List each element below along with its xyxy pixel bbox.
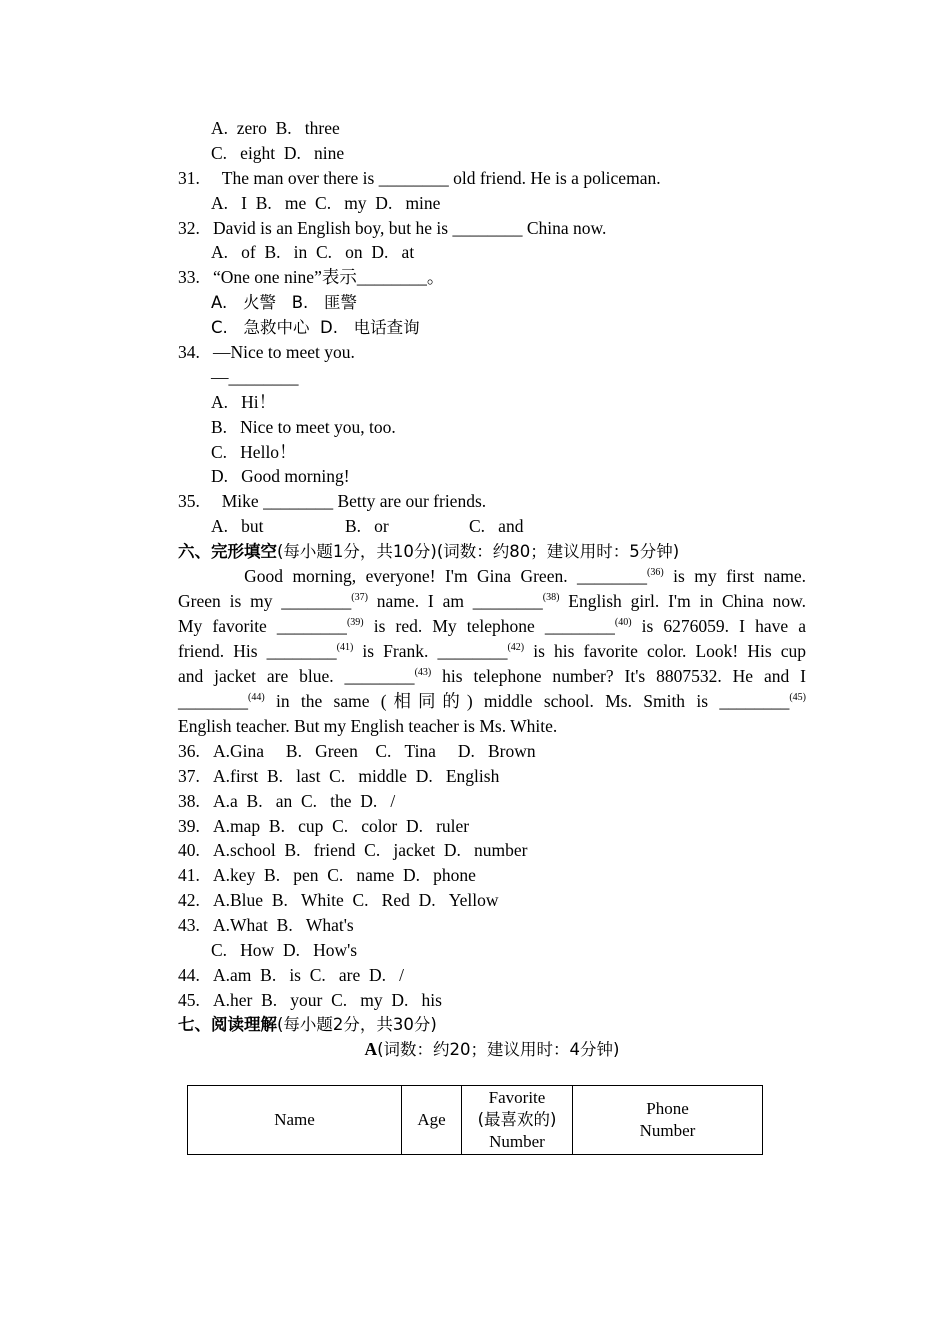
q34-option-d: D. Good morning!	[211, 466, 350, 486]
q35-options	[211, 514, 839, 539]
q34-option-b: B. Nice to meet you, too.	[211, 417, 396, 437]
q43-options-row2: C. How D. How's	[211, 940, 358, 960]
passage-line-4	[178, 639, 806, 664]
passage-text: My favorite ________	[178, 616, 347, 636]
question-41: 41. A.key B. pen C. name D. phone	[178, 865, 476, 885]
q35-option-b: B. or	[345, 516, 389, 536]
passage-text: name. I am ________	[367, 591, 543, 611]
question-31: 31. The man over there is ________ old friend. He is a policeman.	[178, 168, 661, 188]
question-38: 38. A.a B. an C. the D. /	[178, 791, 396, 811]
blank-number-39: (39)	[346, 617, 364, 628]
header-favorite-line1: Favorite	[488, 1088, 546, 1107]
passage-text: is 6276059. I have a	[631, 616, 806, 636]
section-7-title: 七、阅读理解	[178, 1015, 277, 1034]
question-42: 42. A.Blue B. White C. Red D. Yellow	[178, 890, 499, 910]
question-45: 45. A.her B. your C. my D. his	[178, 990, 442, 1010]
section-6-title: 六、完形填空	[178, 542, 277, 561]
passage-line-6	[178, 689, 806, 714]
q34-reply-blank: —________	[211, 367, 299, 387]
passage-text: and jacket are blue. ________	[178, 666, 415, 686]
header-favorite-line2: (最喜欢的)	[477, 1110, 557, 1129]
q35-option-c: C. and	[469, 516, 524, 536]
question-35: 35. Mike ________ Betty are our friends.	[178, 491, 487, 511]
q34-option-c: C. Hello！	[211, 442, 297, 462]
question-33: 33. “One one nine”表示________。	[178, 267, 445, 287]
passage-text: ________	[178, 691, 248, 711]
question-43: 43. A.What B. What's	[178, 915, 354, 935]
table-header-row	[188, 1086, 763, 1155]
passage-text: friend. His ________	[178, 641, 337, 661]
passage-text: is my first name.	[663, 566, 806, 586]
question-32: 32. David is an English boy, but he is ________ China now.	[178, 218, 607, 238]
section-7-note: (每小题2分，共30分)	[277, 1015, 437, 1034]
question-37: 37. A.first B. last C. middle D. English	[178, 766, 500, 786]
passage-text: Green is my ________	[178, 591, 352, 611]
passage-text: in the same (相同的) middle school. Ms. Smith is ________	[264, 691, 790, 711]
passage-line-5	[178, 664, 806, 689]
blank-number-45: (45)	[789, 692, 806, 703]
q32-options: A. of B. in C. on D. at	[211, 242, 415, 262]
section-7-heading	[178, 1012, 806, 1037]
passage-line-1	[178, 564, 806, 589]
passage-line-2	[178, 589, 806, 614]
passage-line-7: English teacher. But my English teacher is Ms. White.	[178, 716, 558, 736]
passage-line-3	[178, 614, 806, 639]
q30-options-row2: C. eight D. nine	[211, 143, 345, 163]
passage-text: his telephone number? It's 8807532. He and I	[431, 666, 806, 686]
passage-text: English girl. I'm in China now.	[559, 591, 806, 611]
question-34: 34. —Nice to meet you.	[178, 342, 355, 362]
blank-number-42: (42)	[507, 642, 525, 653]
q35-option-a: A. but	[211, 516, 264, 536]
question-36: 36. A.Gina B. Green C. Tina D. Brown	[178, 741, 536, 761]
q30-options-row1: A. zero B. three	[211, 118, 340, 138]
passage-text: is his favorite color. Look! His cup	[524, 641, 806, 661]
blank-number-44: (44)	[248, 692, 265, 703]
part-a-heading	[178, 1037, 806, 1062]
header-phone-line1: Phone	[646, 1099, 689, 1118]
passage-text: Good morning, everyone! I'm Gina Green. ________	[178, 566, 648, 586]
blank-number-37: (37)	[351, 592, 368, 603]
q31-options: A. I B. me C. my D. mine	[211, 193, 441, 213]
blank-number-36: (36)	[647, 567, 664, 578]
part-a-label: A	[364, 1039, 378, 1059]
question-39: 39. A.map B. cup C. color D. ruler	[178, 816, 470, 836]
q34-option-a: A. Hi！	[211, 392, 277, 412]
header-name: Name	[188, 1086, 402, 1155]
header-age: Age	[402, 1086, 462, 1155]
question-40: 40. A.school B. friend C. jacket D. number	[178, 840, 528, 860]
q33-options-row2: C. 急救中心 D. 电话查询	[211, 318, 420, 337]
blank-number-43: (43)	[414, 667, 432, 678]
question-44: 44. A.am B. is C. are D. /	[178, 965, 405, 985]
section-6-note: (每小题1分，共10分)(词数：约80；建议用时：5分钟)	[277, 542, 680, 561]
blank-number-38: (38)	[542, 592, 560, 603]
header-phone-number	[573, 1086, 763, 1155]
header-phone-line2: Number	[639, 1121, 696, 1140]
q33-options-row1: A. 火警 B. 匪警	[211, 293, 358, 312]
info-table	[187, 1085, 763, 1155]
passage-text: is Frank. ________	[353, 641, 508, 661]
part-a-note: (词数：约20；建议用时：4分钟)	[377, 1040, 620, 1059]
passage-text: is red. My telephone ________	[363, 616, 615, 636]
header-favorite-number	[462, 1086, 573, 1155]
section-6-heading	[178, 539, 806, 564]
blank-number-40: (40)	[614, 617, 632, 628]
blank-number-41: (41)	[336, 642, 354, 653]
header-favorite-line3: Number	[489, 1132, 545, 1151]
